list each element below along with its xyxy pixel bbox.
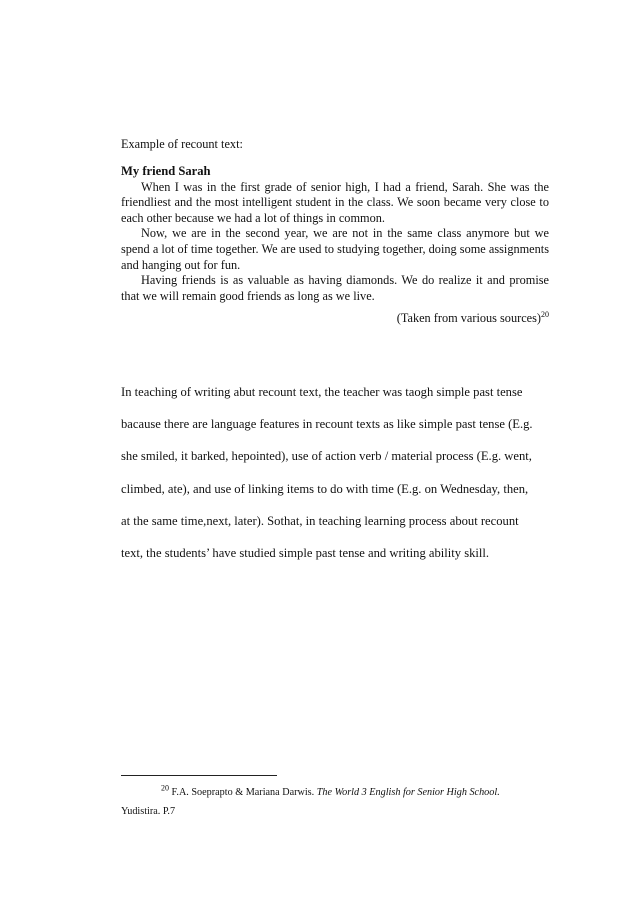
- footnote-line: [121, 783, 561, 802]
- footnote-ref: 20: [541, 309, 549, 319]
- recount-example: [121, 164, 549, 304]
- footnote-divider: [121, 775, 277, 776]
- story-paragraph: When I was in the first grade of senior high, I had a friend, Sarah. She was the friendliest and the most intelligent student in the class. We soon became very close to each other because we had a lot of things in common.: [121, 179, 549, 225]
- intro-line: Example of recount text:: [121, 137, 243, 151]
- story-title: My friend Sarah: [121, 164, 211, 178]
- body-line: she smiled, it barked, hepointed), use of action verb / material process (E.g. went,: [121, 449, 532, 464]
- body-line: text, the students’ have studied simple past tense and writing ability skill.: [121, 546, 490, 561]
- footnote-title: The World 3 English for Senior High School.: [316, 787, 500, 798]
- footnote-authors: F.A. Soeprapto & Mariana Darwis.: [169, 787, 317, 798]
- body-line: at the same time,next, later). Sothat, in teaching learning process about recount: [121, 513, 519, 528]
- footnote: [121, 783, 561, 821]
- source-citation: [397, 311, 549, 326]
- body-line: bacause there are language features in recount texts as like simple past tense (E.g.: [121, 417, 533, 432]
- body-paragraph: [121, 376, 549, 569]
- body-line: In teaching of writing abut recount text, the teacher was taogh simple past tense: [121, 385, 523, 399]
- story-paragraph: Now, we are in the second year, we are not in the same class anymore but we spend a lot of time together. We are used to studying together, doing some assignments and hanging out for fun.: [121, 226, 549, 272]
- source-text: (Taken from various sources): [396, 311, 541, 325]
- story-paragraph: Having friends is as valuable as having diamonds. We do realize it and promise that we will remain good friends as long as we live.: [121, 273, 549, 303]
- footnote-publisher: Yudistira. P.7: [121, 806, 176, 817]
- footnote-number: 20: [161, 783, 169, 793]
- body-line: climbed, ate), and use of linking items to do with time (E.g. on Wednesday, then,: [121, 481, 529, 496]
